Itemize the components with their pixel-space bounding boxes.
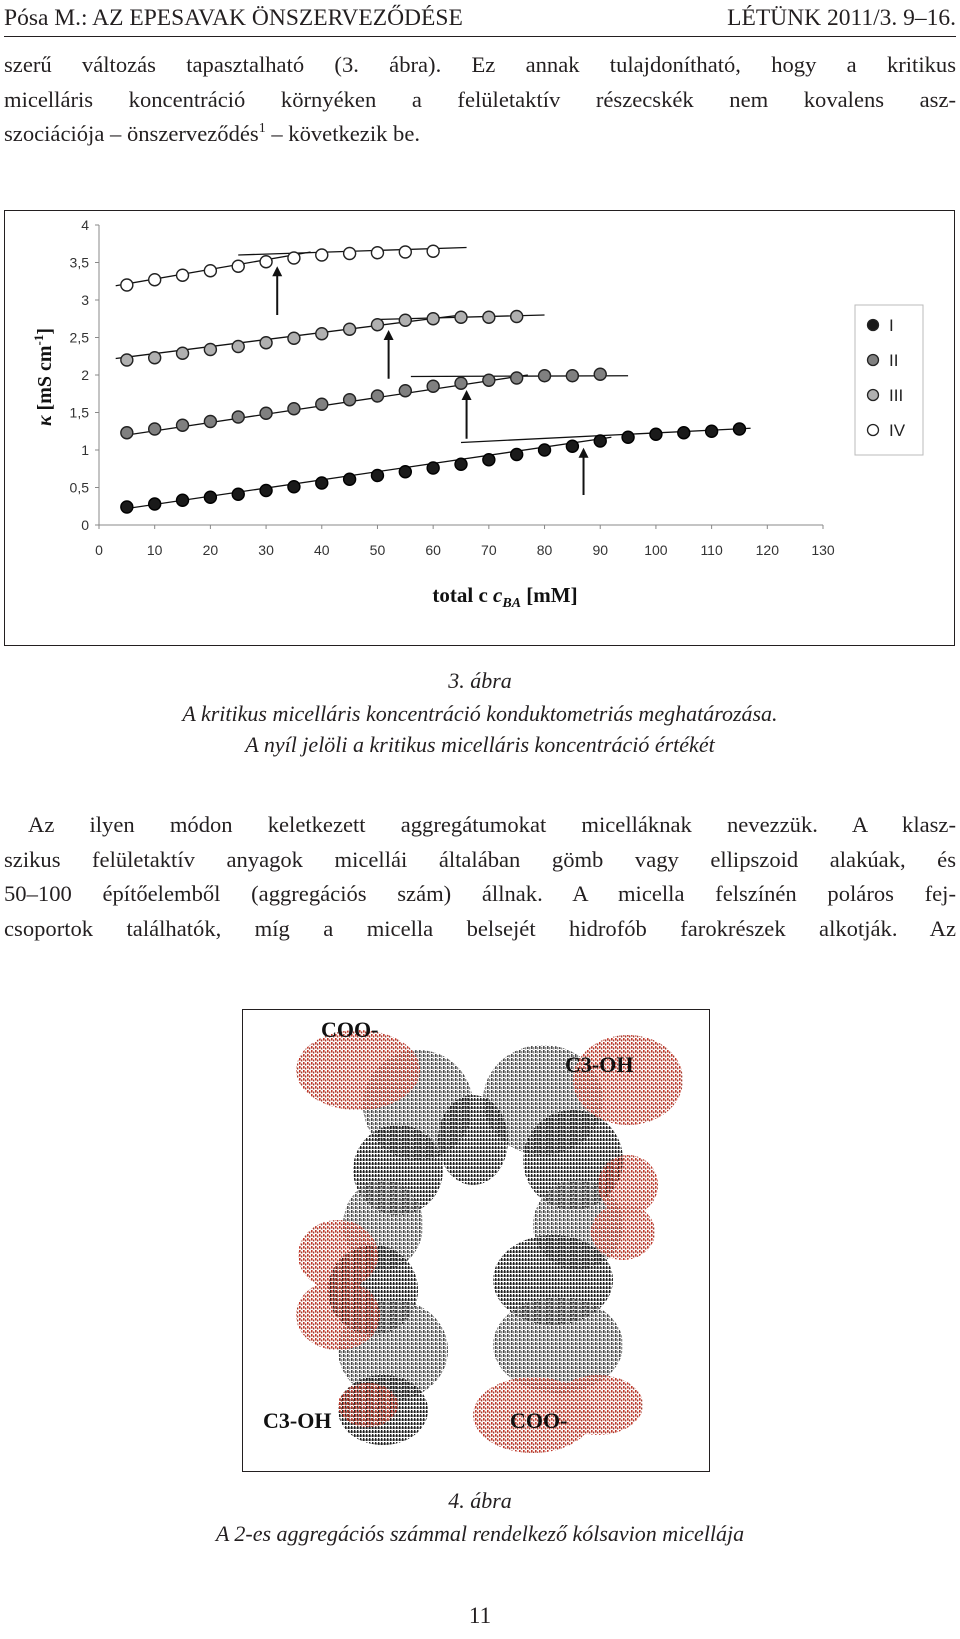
data-point-series-I — [344, 473, 356, 485]
conductivity-chart — [5, 211, 953, 644]
data-point-series-I — [706, 425, 718, 437]
data-point-series-I — [288, 481, 300, 493]
legend-marker-II — [868, 355, 879, 366]
y-tick-label: 1,5 — [69, 404, 89, 421]
data-point-series-III — [204, 344, 216, 356]
text-line: csoportok találhatók, míg a micella belsejét hidrofób farokrészek alkotják. Az — [4, 915, 956, 941]
figure-3-chart-frame — [4, 210, 955, 646]
data-point-series-IV — [427, 245, 439, 257]
legend-label-III: III — [889, 386, 904, 405]
data-point-series-IV — [121, 279, 133, 291]
data-point-series-IV — [260, 256, 272, 268]
data-point-series-I — [232, 488, 244, 500]
data-point-series-IV — [399, 246, 411, 258]
y-tick-label: 4 — [81, 217, 89, 233]
data-point-series-III — [483, 311, 495, 323]
data-point-series-II — [344, 394, 356, 406]
red-surface-region — [298, 1220, 378, 1290]
data-point-series-I — [678, 427, 690, 439]
y-tick-label: 3,5 — [69, 254, 89, 271]
data-point-series-I — [149, 498, 161, 510]
legend-marker-I — [868, 320, 879, 331]
text-line: Az ilyen módon keletkezett aggregátumokat micelláknak nevezzük. A klasz- — [28, 812, 956, 837]
data-point-series-IV — [204, 265, 216, 277]
data-point-series-I — [177, 494, 189, 506]
data-point-series-II — [121, 427, 133, 439]
data-point-series-III — [149, 352, 161, 364]
running-header — [4, 2, 956, 37]
data-point-series-II — [232, 411, 244, 423]
data-point-series-IV — [149, 274, 161, 286]
red-surface-region — [591, 1204, 655, 1260]
figure-3-caption-line2: A nyíl jelöli a kritikus micelláris koncentráció értékét — [245, 732, 715, 757]
data-point-series-I — [483, 454, 495, 466]
text-line: micelláris koncentráció környéken a felületaktív részecskék nem kovalens asz- — [4, 86, 956, 112]
body-paragraph — [4, 808, 956, 946]
legend-marker-IV — [868, 425, 879, 436]
x-tick-label: 130 — [811, 542, 835, 558]
data-point-series-IV — [316, 249, 328, 261]
text-fragment: szociációja – önszerveződés — [4, 121, 259, 146]
y-tick-label: 0,5 — [69, 479, 89, 496]
red-surface-region — [573, 1035, 683, 1125]
x-tick-label: 40 — [313, 542, 330, 558]
data-point-series-II — [260, 407, 272, 419]
data-point-series-II — [177, 419, 189, 431]
intro-paragraph — [4, 48, 956, 152]
figure-4-number: 4. ábra — [448, 1488, 512, 1513]
data-point-series-II — [427, 380, 439, 392]
x-tick-label: 20 — [202, 542, 219, 558]
data-point-series-III — [121, 354, 133, 366]
data-point-series-IV — [232, 260, 244, 272]
figure-3-number: 3. ábra — [448, 668, 512, 693]
data-point-series-I — [316, 477, 328, 489]
x-tick-label: 0 — [95, 542, 103, 558]
data-point-series-IV — [344, 248, 356, 260]
y-tick-label: 2,5 — [69, 329, 89, 346]
left-molecule — [296, 1030, 473, 1445]
x-tick-label: 120 — [755, 542, 779, 558]
right-molecule — [438, 1035, 683, 1453]
text-fragment: – következik be. — [265, 121, 421, 146]
cmc-arrow-head — [384, 330, 394, 340]
data-point-series-III — [455, 311, 467, 323]
x-axis-label: total c $c_{BA}$ [mM] — [432, 583, 578, 611]
legend-label-II: II — [889, 351, 899, 370]
data-point-series-II — [483, 374, 495, 386]
data-point-series-III — [260, 337, 272, 349]
data-point-series-II — [399, 385, 411, 397]
cmc-arrow-head — [579, 448, 589, 458]
data-point-series-I — [399, 466, 411, 478]
data-point-series-II — [594, 368, 606, 380]
data-point-series-I — [455, 458, 467, 470]
cmc-arrow-head — [272, 266, 282, 276]
data-point-series-I — [204, 491, 216, 503]
data-point-series-II — [316, 398, 328, 410]
y-axis-label-group — [31, 328, 56, 426]
text-line: szerű változás tapasztalható (3. ábra). Ez annak tulajdonítható, hogy a kritikus — [4, 52, 956, 77]
data-point-series-I — [427, 462, 439, 474]
text-line — [4, 117, 956, 152]
data-point-series-IV — [177, 269, 189, 281]
figure-4-caption: A 2-es aggregációs számmal rendelkező kólsavion micellája — [215, 1521, 745, 1546]
text-line: 50–100 építőelemből (aggregációs szám) állnak. A micella felszínén poláros fej- — [4, 881, 956, 906]
red-surface-region — [338, 1383, 398, 1427]
page-number: 11 — [468, 1603, 492, 1628]
data-point-series-III — [427, 313, 439, 325]
y-tick-label: 0 — [81, 517, 89, 533]
header-journal: LÉTÜNK 2011/3. 9–16. — [727, 5, 956, 31]
x-tick-label: 30 — [258, 542, 274, 558]
data-point-series-IV — [288, 252, 300, 264]
data-point-series-I — [733, 423, 745, 435]
x-tick-label: 70 — [481, 542, 497, 558]
x-tick-label: 100 — [644, 542, 668, 558]
data-point-series-III — [288, 332, 300, 344]
data-point-series-III — [399, 314, 411, 326]
data-point-series-I — [594, 435, 606, 447]
x-tick-label: 80 — [536, 542, 553, 558]
data-point-series-II — [371, 390, 383, 402]
data-point-series-I — [566, 440, 578, 452]
label-c3oh-top: C3-OH — [565, 1052, 634, 1077]
red-surface-region — [296, 1280, 380, 1350]
data-point-series-II — [455, 377, 467, 389]
data-point-series-I — [539, 444, 551, 456]
legend-label-I: I — [889, 316, 894, 335]
data-point-series-I — [121, 501, 133, 513]
x-tick-label: 110 — [700, 542, 723, 558]
label-coo-top: COO- — [321, 1017, 379, 1042]
x-tick-label: 60 — [425, 542, 441, 558]
legend-marker-III — [868, 390, 879, 401]
label-coo-bottom: COO- — [510, 1408, 568, 1433]
data-point-series-III — [344, 323, 356, 335]
x-tick-label: 50 — [369, 542, 386, 558]
y-axis-label: κ [mS $cm^{-1}$] — [31, 327, 56, 427]
data-point-series-III — [232, 341, 244, 353]
header-author-title: Pósa M.: AZ EPESAVAK ÖNSZERVEZŐDÉSE — [4, 5, 463, 31]
data-point-series-II — [511, 372, 523, 384]
y-tick-label: 1 — [81, 442, 89, 458]
y-tick-label: 2 — [81, 367, 89, 383]
data-point-series-II — [149, 423, 161, 435]
data-point-series-II — [566, 370, 578, 382]
data-point-series-III — [177, 347, 189, 359]
data-point-series-II — [539, 370, 551, 382]
x-tick-label: 90 — [592, 542, 609, 558]
figure-3-caption-line1: A kritikus micelláris koncentráció konduktometriás meghatározása. — [182, 701, 778, 726]
data-point-series-II — [204, 416, 216, 428]
y-tick-label: 3 — [81, 292, 89, 308]
text-line: szikus felületaktív anyagok micellái általában gömb vagy ellipszoid alakúak, és — [4, 846, 956, 872]
data-point-series-I — [650, 428, 662, 440]
figure-4-micelle-image — [242, 1009, 710, 1472]
data-point-series-III — [316, 328, 328, 340]
data-point-series-III — [371, 319, 383, 331]
red-surface-region — [296, 1030, 420, 1110]
data-point-series-I — [260, 485, 272, 497]
legend-label-IV: IV — [889, 421, 906, 440]
cmc-arrow-head — [462, 390, 472, 400]
data-point-series-III — [511, 311, 523, 323]
data-point-series-IV — [371, 247, 383, 259]
data-point-series-I — [622, 431, 634, 443]
x-tick-label: 10 — [146, 542, 163, 558]
label-c3oh-bottom: C3-OH — [263, 1408, 332, 1433]
data-point-series-I — [371, 470, 383, 482]
data-point-series-I — [511, 449, 523, 461]
footnote-marker: 1 — [258, 121, 266, 136]
micelle-illustration — [243, 1010, 708, 1470]
data-point-series-II — [288, 403, 300, 415]
